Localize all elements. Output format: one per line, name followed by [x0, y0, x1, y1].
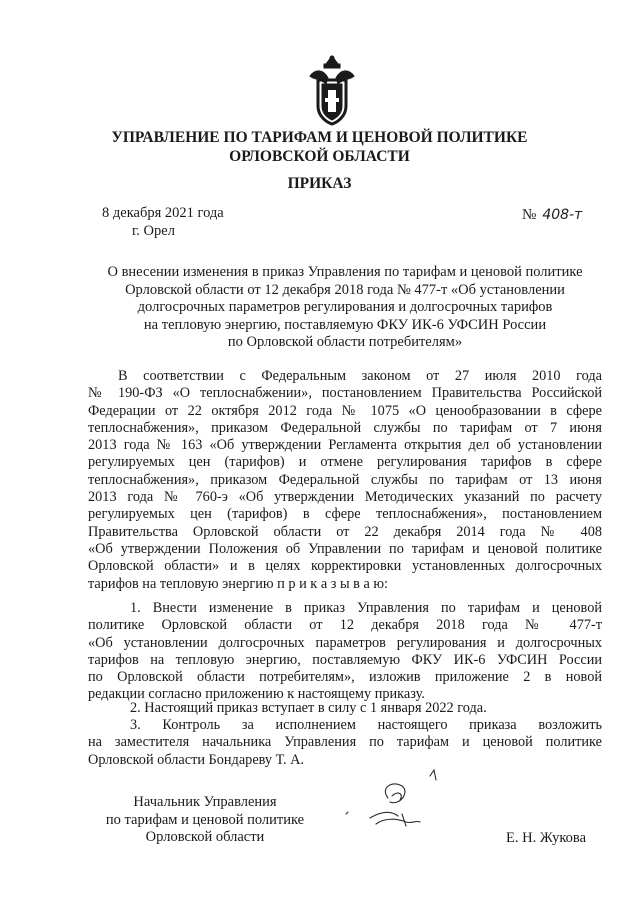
- item-3-line: 3. Контроль за исполнением настоящего приказа возложить: [130, 717, 602, 733]
- item-1-line: редакции согласно приложению к настоящему приказу.: [88, 686, 425, 703]
- subject-line: Орловской области от 12 декабря 2018 года № 477-т «Об установлении: [125, 281, 565, 298]
- signatory-title: [90, 794, 320, 847]
- preamble-line: 2013 года № 760-э «Об утверждении Методических указаний по расчету: [88, 489, 602, 506]
- preamble-line: теплоснабжения», приказом Федеральной службы по тарифам от 7 июня: [88, 419, 602, 436]
- preamble-line: Орловской области» и в целях корректировки установленных долгосрочных: [88, 558, 602, 575]
- preamble-line: «Об утверждении Положения об Управлении по тарифам и ценовой политике: [88, 540, 602, 557]
- item-3-paragraph: [88, 717, 602, 769]
- preamble-paragraph: [88, 368, 602, 593]
- preamble-line: Федерации от 22 октября 2012 года № 1075 «О ценообразовании в сфере: [88, 402, 602, 419]
- org-title-line-1: УПРАВЛЕНИЕ ПО ТАРИФАМ И ЦЕНОВОЙ ПОЛИТИКЕ: [111, 129, 528, 146]
- preamble-line: теплоснабжения», приказом Федеральной службы по тарифам от 13 июня: [88, 471, 602, 488]
- signatory-title-line: по тарифам и ценовой политике: [105, 811, 305, 828]
- number-sign: №: [522, 207, 537, 223]
- item-1-line: по Орловской области потребителям», изложив приложение 2 в новой: [88, 669, 602, 686]
- item-3-line: Орловской области Бондареву Т. А.: [88, 751, 304, 768]
- org-title-line-2: ОРЛОВСКОЙ ОБЛАСТИ: [229, 148, 410, 165]
- preamble-line: № 190-ФЗ «О теплоснабжении», постановлением Правительства Российской: [88, 385, 602, 402]
- item-1-paragraph: [88, 600, 602, 704]
- coat-of-arms-emblem: [306, 54, 358, 126]
- preamble-line: регулируемых цен (тарифов) в сфере теплоснабжения», постановлением: [88, 506, 602, 523]
- signatory-title-line: Начальник Управления: [133, 794, 277, 810]
- document-number: [522, 207, 582, 224]
- item-1-line: тарифов на тепловую энергию, поставляемую ФКУ ИК-6 УФСИН России: [88, 651, 602, 668]
- subject-line: по Орловской области потребителям»: [227, 334, 463, 350]
- document-subject: [90, 264, 600, 352]
- document-type: ПРИКАЗ: [287, 175, 352, 192]
- document-date: 8 декабря 2021 года: [102, 205, 224, 221]
- signatory-name: Е. Н. Жукова: [506, 830, 587, 846]
- item-1-line: 1. Внести изменение в приказ Управления по тарифам и ценовой: [130, 600, 602, 616]
- handwritten-number: 408-т: [542, 207, 583, 223]
- item-3-line: на заместителя начальника Управления по тарифам и ценовой политике: [88, 734, 602, 751]
- subject-line: на тепловую энергию, поставляемую ФКУ ИК-6 УФСИН России: [143, 316, 547, 333]
- signatory-title-line: Орловской области: [145, 829, 265, 845]
- preamble-line: регулируемых цен (тарифов) и отмене регулирования тарифов в сфере: [88, 454, 602, 471]
- item-1-line: «Об установлении долгосрочных параметров регулирования и долгосрочных: [88, 634, 602, 651]
- organization-title: [0, 128, 639, 166]
- item-1-line: политике Орловской области от 12 декабря 2018 года № 477-т: [88, 617, 602, 634]
- preamble-line: В соответствии с Федеральным законом от 27 июля 2010 года: [118, 368, 602, 384]
- preamble-line: тарифов на тепловую энергию п р и к а з ы в а ю:: [88, 575, 389, 592]
- document-city: г. Орел: [132, 223, 175, 239]
- item-2-line: 2. Настоящий приказ вступает в силу с 1 января 2022 года.: [130, 700, 487, 716]
- preamble-line: Правительства Орловской области от 22 декабря 2014 года № 408: [88, 523, 602, 540]
- handwritten-signature: [340, 768, 450, 848]
- preamble-line: 2013 года № 163 «Об утверждении Регламента открытия дел об установлении: [88, 437, 602, 454]
- subject-line: долгосрочных параметров регулирования и долгосрочных тарифов: [137, 299, 553, 315]
- subject-line: О внесении изменения в приказ Управления по тарифам и ценовой политике: [107, 264, 583, 280]
- item-2-paragraph: [88, 700, 602, 717]
